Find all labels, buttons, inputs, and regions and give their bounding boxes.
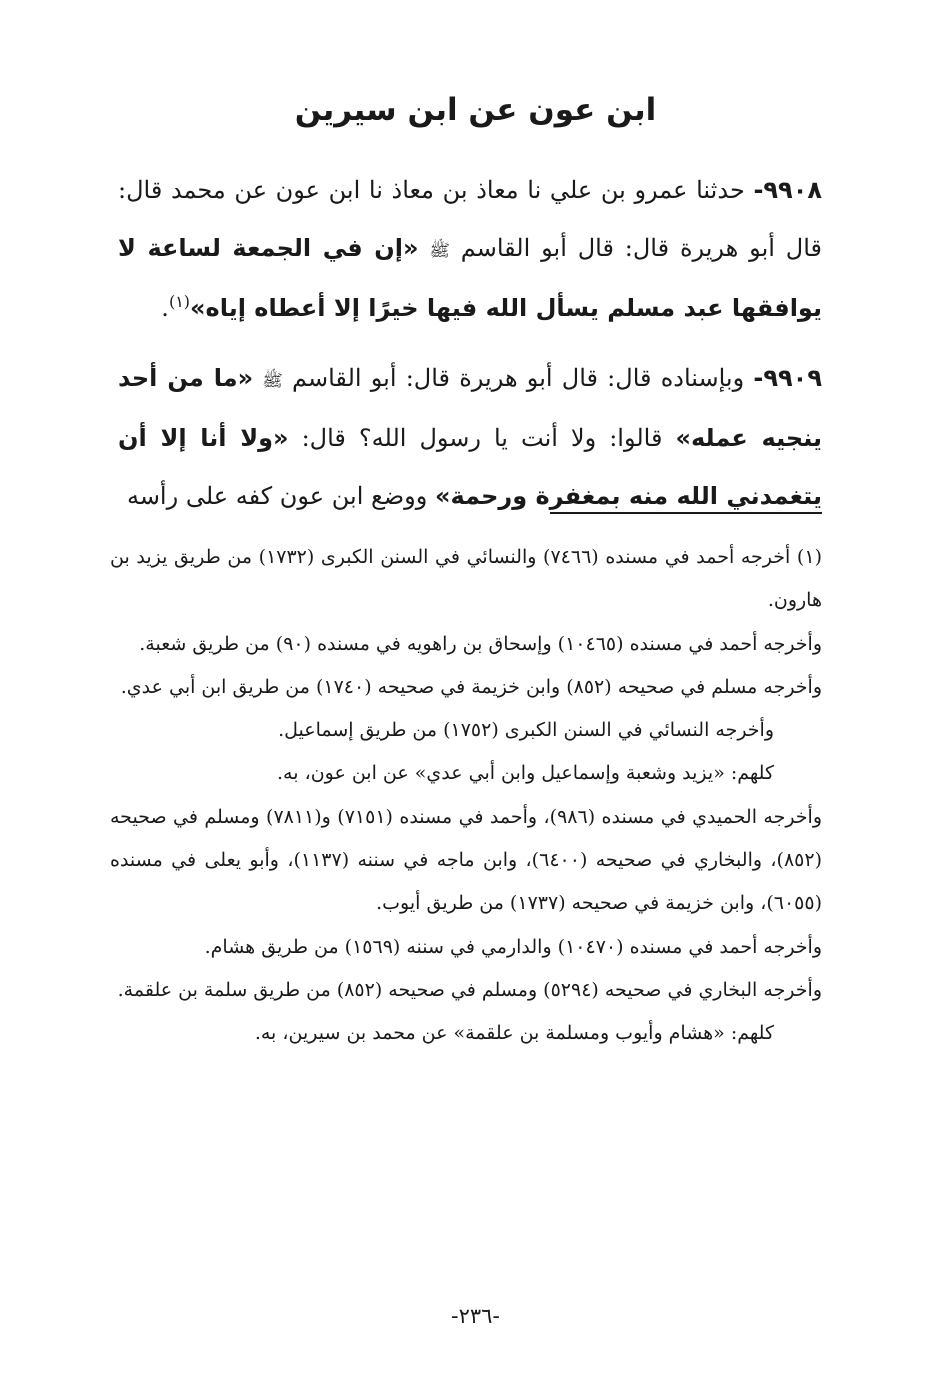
salla-symbol: ﷺ xyxy=(429,240,450,261)
hadith-text: حدثنا عمرو بن علي نا معاذ بن معاذ نا ابن عون عن محمد قال: قال أبو هريرة قال: قال أبو القاسم xyxy=(118,176,822,262)
hadith-9909 xyxy=(118,350,822,526)
hadith-number: ٩٩٠٨- xyxy=(753,176,822,204)
footnote-line: وأخرجه الحميدي في مسنده (٩٨٦)، وأحمد في مسنده (٧١٥١) و(٧٨١١) ومسلم في صحيحه (٨٥٢)، والبخاري في صحيحه (٦٤٠٠)، وابن ماجه في سننه (١١٣٧)، وأبو يعلى في مسنده (٦٠٥٥)، وابن خزيمة في صحيحه (١٧٣٧) من طريق أيوب. xyxy=(110,805,823,915)
footnotes xyxy=(110,536,822,1056)
footnote-line: وأخرجه النسائي في السنن الكبرى (١٧٥٢) من طريق إسماعيل. xyxy=(278,719,774,742)
hadith-text: قالوا: ولا أنت يا رسول الله؟ قال: xyxy=(288,424,676,452)
footnote-line: كلهم: «يزيد وشعبة وإسماعيل وابن أبي عدي» عن ابن عون، به. xyxy=(277,762,774,785)
footnote-line: وأخرجه أحمد في مسنده (١٠٤٧٠) والدارمي في سننه (١٥٦٩) من طريق هشام. xyxy=(204,935,822,958)
footnote-line: وأخرجه مسلم في صحيحه (٨٥٢) وابن خزيمة في صحيحه (١٧٤٠) من طريق ابن أبي عدي. xyxy=(120,675,822,698)
prophetic-saying: «ولا أنا إلا أن يتغمدني الله منه بمغفرة ورحمة» xyxy=(118,424,822,510)
section-title: ابن عون عن ابن سيرين xyxy=(294,92,657,128)
hadith-text: ووضع ابن عون كفه على رأسه xyxy=(126,481,435,510)
hadith-text: . xyxy=(161,294,169,322)
salla-symbol: ﷺ xyxy=(262,370,283,391)
hadith-text xyxy=(419,234,430,262)
footnote-separator xyxy=(550,512,822,514)
footnote-line: كلهم: «هشام وأيوب ومسلمة بن علقمة» عن محمد بن سيرين، به. xyxy=(254,1022,774,1045)
hadith-text: وبإسناده قال: قال أبو هريرة قال: أبو القاسم xyxy=(282,363,754,392)
prophetic-saying: «ما من أحد ينجيه عمله» xyxy=(118,363,823,452)
footnote-line: وأخرجه أحمد في مسنده (١٠٤٦٥) وإسحاق بن راهويه في مسنده (٩٠) من طريق شعبة. xyxy=(139,632,822,655)
hadith-number: ٩٩٠٩- xyxy=(753,363,822,392)
page-number: -٢٣٦- xyxy=(451,1304,500,1328)
hadith-text xyxy=(253,364,262,392)
footnote-reference[interactable]: (١) xyxy=(168,292,191,311)
prophetic-saying: «إن في الجمعة لساعة لا يوافقها عبد مسلم يسأل الله فيها خيرًا إلا أعطاه إياه» xyxy=(118,233,822,322)
hadith-body xyxy=(118,162,822,525)
footnote-line: وأخرجه البخاري في صحيحه (٥٢٩٤) ومسلم في صحيحه (٨٥٢) من طريق سلمة بن علقمة. xyxy=(117,978,822,1001)
footnote-line: (١) أخرجه أحمد في مسنده (٧٤٦٦) والنسائي في السنن الكبرى (١٧٣٢) من طريق يزيد بن هارون. xyxy=(110,546,822,612)
hadith-9908 xyxy=(118,162,822,338)
